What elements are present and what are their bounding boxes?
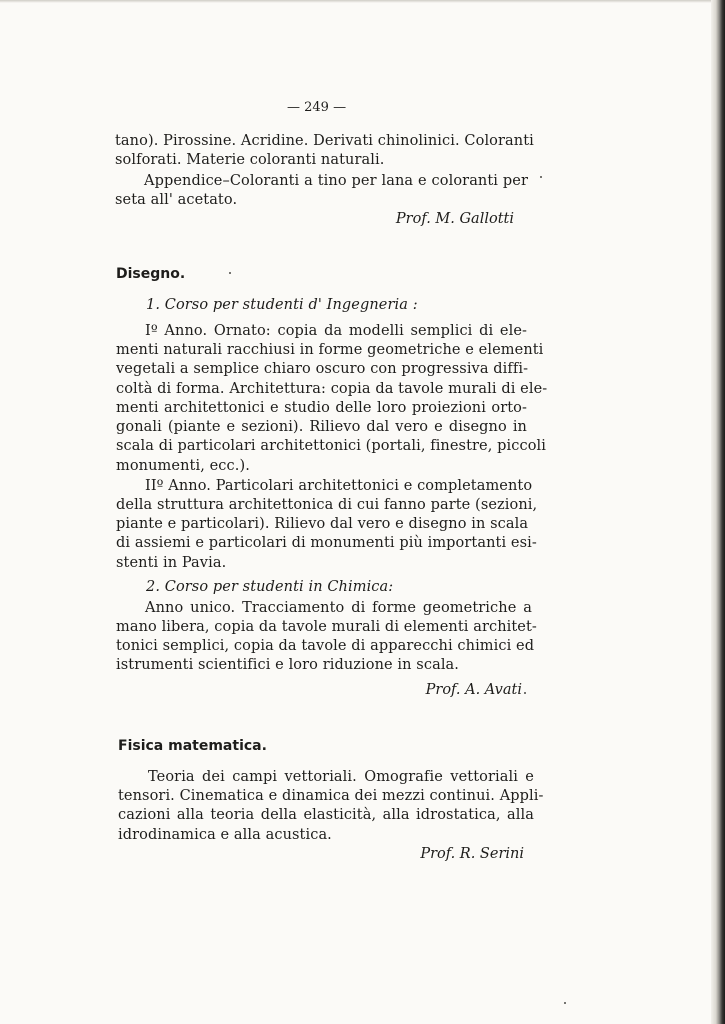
signature: Prof. M. Gallotti [395,211,514,227]
signature: Prof. R. Serini [420,846,524,862]
body-line: cazioni alla teoria della elasticità, alla idrostatica, alla [118,807,534,823]
page-top-edge [0,0,725,3]
body-line: mano libera, copia da tavole murali di elementi architet- [116,619,537,635]
print-speck [540,176,542,178]
body-line: coltà di forma. Architettura: copia da tavole murali di ele- [116,381,548,397]
subheading: 1. Corso per studenti d' Ingegneria : [146,297,418,313]
body-line: Iº Anno. Ornato: copia da modelli semplici di ele- [145,323,527,339]
body-line: Anno unico. Tracciamento di forme geometriche a [145,600,532,616]
body-line: idrodinamica e alla acustica. [118,827,332,843]
body-line: istrumenti scientifici e loro riduzione in scala. [116,657,460,673]
body-line: Teoria dei campi vettoriali. Omografie vettoriali e [148,769,534,785]
body-line: piante e particolari). Rilievo dal vero e disegno in scala [116,516,529,532]
print-speck [564,1002,566,1004]
body-line: scala di particolari architettonici (portali, finestre, piccoli [116,438,547,454]
body-line: Appendice–Coloranti a tino per lana e coloranti per [144,173,528,189]
body-line: della struttura architettonica di cui fanno parte (sezioni, [116,497,538,513]
body-line: tonici semplici, copia da tavole di apparecchi chimici ed [116,638,535,654]
binding-edge [711,0,725,1024]
body-line: tensori. Cinematica e dinamica dei mezzi continui. Appli- [118,788,544,804]
page-number: — 249 — [287,100,347,115]
print-speck [229,272,231,274]
print-speck [524,692,526,694]
body-line: monumenti, ecc.). [116,458,250,474]
signature: Prof. A. Avati [425,682,522,698]
subheading: 2. Corso per studenti in Chimica: [146,579,394,595]
body-line: menti naturali racchiusi in forme geometriche e elementi [116,342,544,358]
body-line: gonali (piante e sezioni). Rilievo dal vero e disegno in [116,419,527,435]
body-line: menti architettonici e studio delle loro proiezioni orto- [116,400,527,416]
body-line: tano). Pirossine. Acridine. Derivati chinolinici. Coloranti [115,133,534,149]
section-heading: Disegno. [116,266,186,282]
body-line: seta all' acetato. [115,192,238,208]
body-line: IIº Anno. Particolari architettonici e completamento [145,478,533,494]
body-line: stenti in Pavia. [116,555,227,571]
body-line: di assiemi e particolari di monumenti più importanti esi- [116,535,537,551]
body-line: solforati. Materie coloranti naturali. [115,152,385,168]
body-line: vegetali a semplice chiaro oscuro con progressiva diffi- [116,361,529,377]
section-heading: Fisica matematica. [118,738,267,754]
